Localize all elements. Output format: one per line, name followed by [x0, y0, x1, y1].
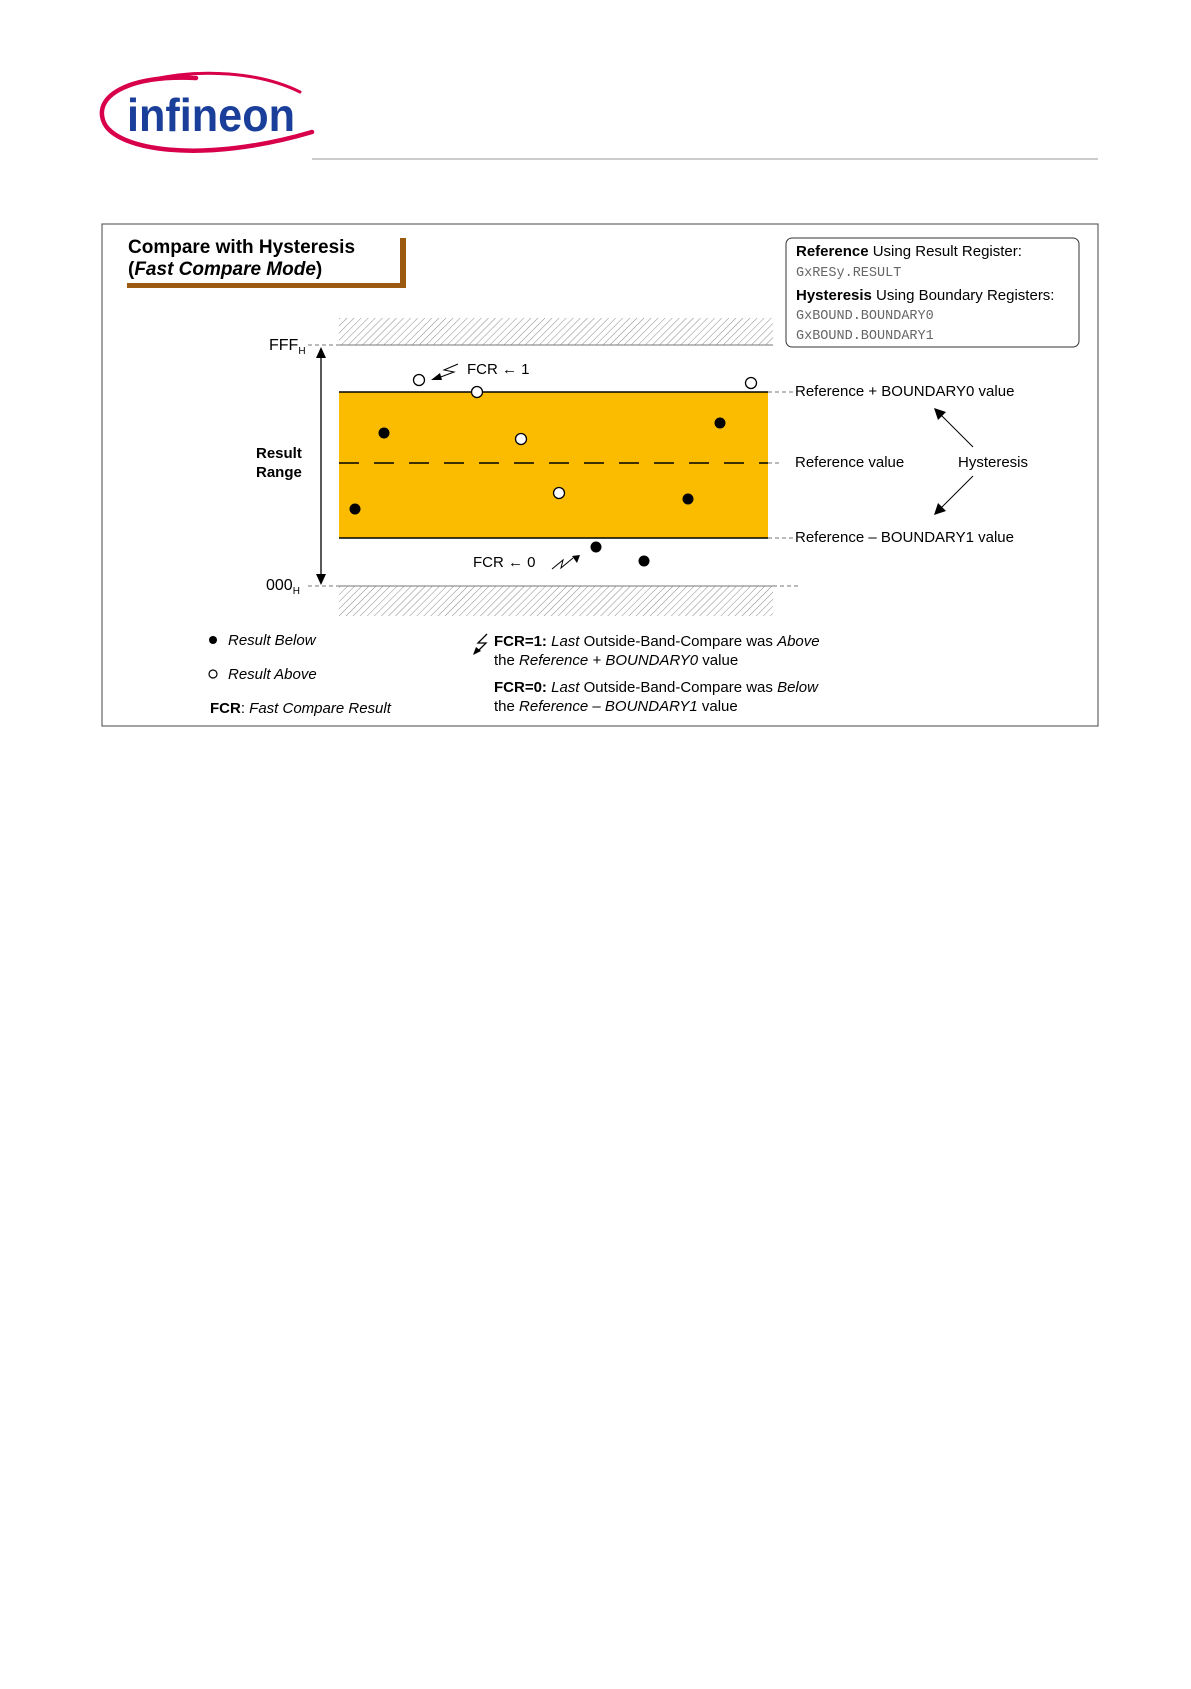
legend-fcr0-line2: the Reference – BOUNDARY1 value — [494, 698, 738, 715]
info-reference: Reference Using Result Register: — [796, 243, 1022, 260]
fcr-clear-label: FCR ← 0 — [473, 554, 536, 571]
lower-limit-hatch — [339, 586, 773, 616]
result-above-marker — [554, 488, 565, 499]
legend-fcr: FCR: Fast Compare Result — [210, 700, 391, 717]
ref-minus-boundary1-label: Reference – BOUNDARY1 value — [795, 529, 1014, 546]
legend-fcr1-line2: the Reference + BOUNDARY0 value — [494, 652, 739, 669]
result-above-marker — [472, 387, 483, 398]
reference-value-label: Reference value — [795, 454, 905, 471]
hysteresis-label: Hysteresis — [958, 454, 1029, 471]
fcr-set-label: FCR ← 1 — [467, 361, 530, 378]
info-boundary0-register: GxBOUND.BOUNDARY0 — [796, 309, 934, 324]
result-below-marker — [350, 504, 361, 515]
legend-filled-dot-icon — [209, 636, 217, 644]
infineon-logo — [102, 73, 312, 150]
legend-open-dot-icon — [209, 670, 217, 678]
figure-title-line1: Compare with Hysteresis — [128, 237, 356, 258]
result-below-marker — [683, 494, 694, 505]
hysteresis-band — [339, 392, 768, 538]
result-below-marker — [379, 428, 390, 439]
info-hysteresis: Hysteresis Using Boundary Registers: — [796, 287, 1055, 304]
fff-label: $FFF_H$ — [269, 337, 306, 357]
result-above-marker — [414, 375, 425, 386]
result-above-marker — [516, 434, 527, 445]
legend-result-below: Result Below — [228, 632, 316, 649]
upper-limit-hatch — [339, 318, 773, 345]
result-below-marker — [715, 418, 726, 429]
figure-title-line2: (Fast Compare Mode) — [128, 259, 323, 280]
result-below-marker — [591, 542, 602, 553]
result-above-marker — [746, 378, 757, 389]
result-range-label-2: Range — [256, 464, 302, 481]
logo-text: infineon — [127, 89, 295, 141]
info-result-register: GxRESy.RESULT — [796, 266, 902, 281]
legend-fcr1-line1: FCR=1: Last Outside-Band-Compare was Above — [494, 633, 820, 650]
zero-label: $000_H$ — [266, 577, 300, 597]
result-below-marker — [639, 556, 650, 567]
info-boundary1-register: GxBOUND.BOUNDARY1 — [796, 329, 934, 344]
register-info-box — [786, 238, 1079, 347]
result-range-label-1: Result — [256, 445, 302, 462]
ref-plus-boundary0-label: Reference + BOUNDARY0 value — [795, 383, 1015, 400]
legend-result-above: Result Above — [228, 666, 317, 683]
legend-fcr0-line1: FCR=0: Last Outside-Band-Compare was Below — [494, 679, 818, 696]
